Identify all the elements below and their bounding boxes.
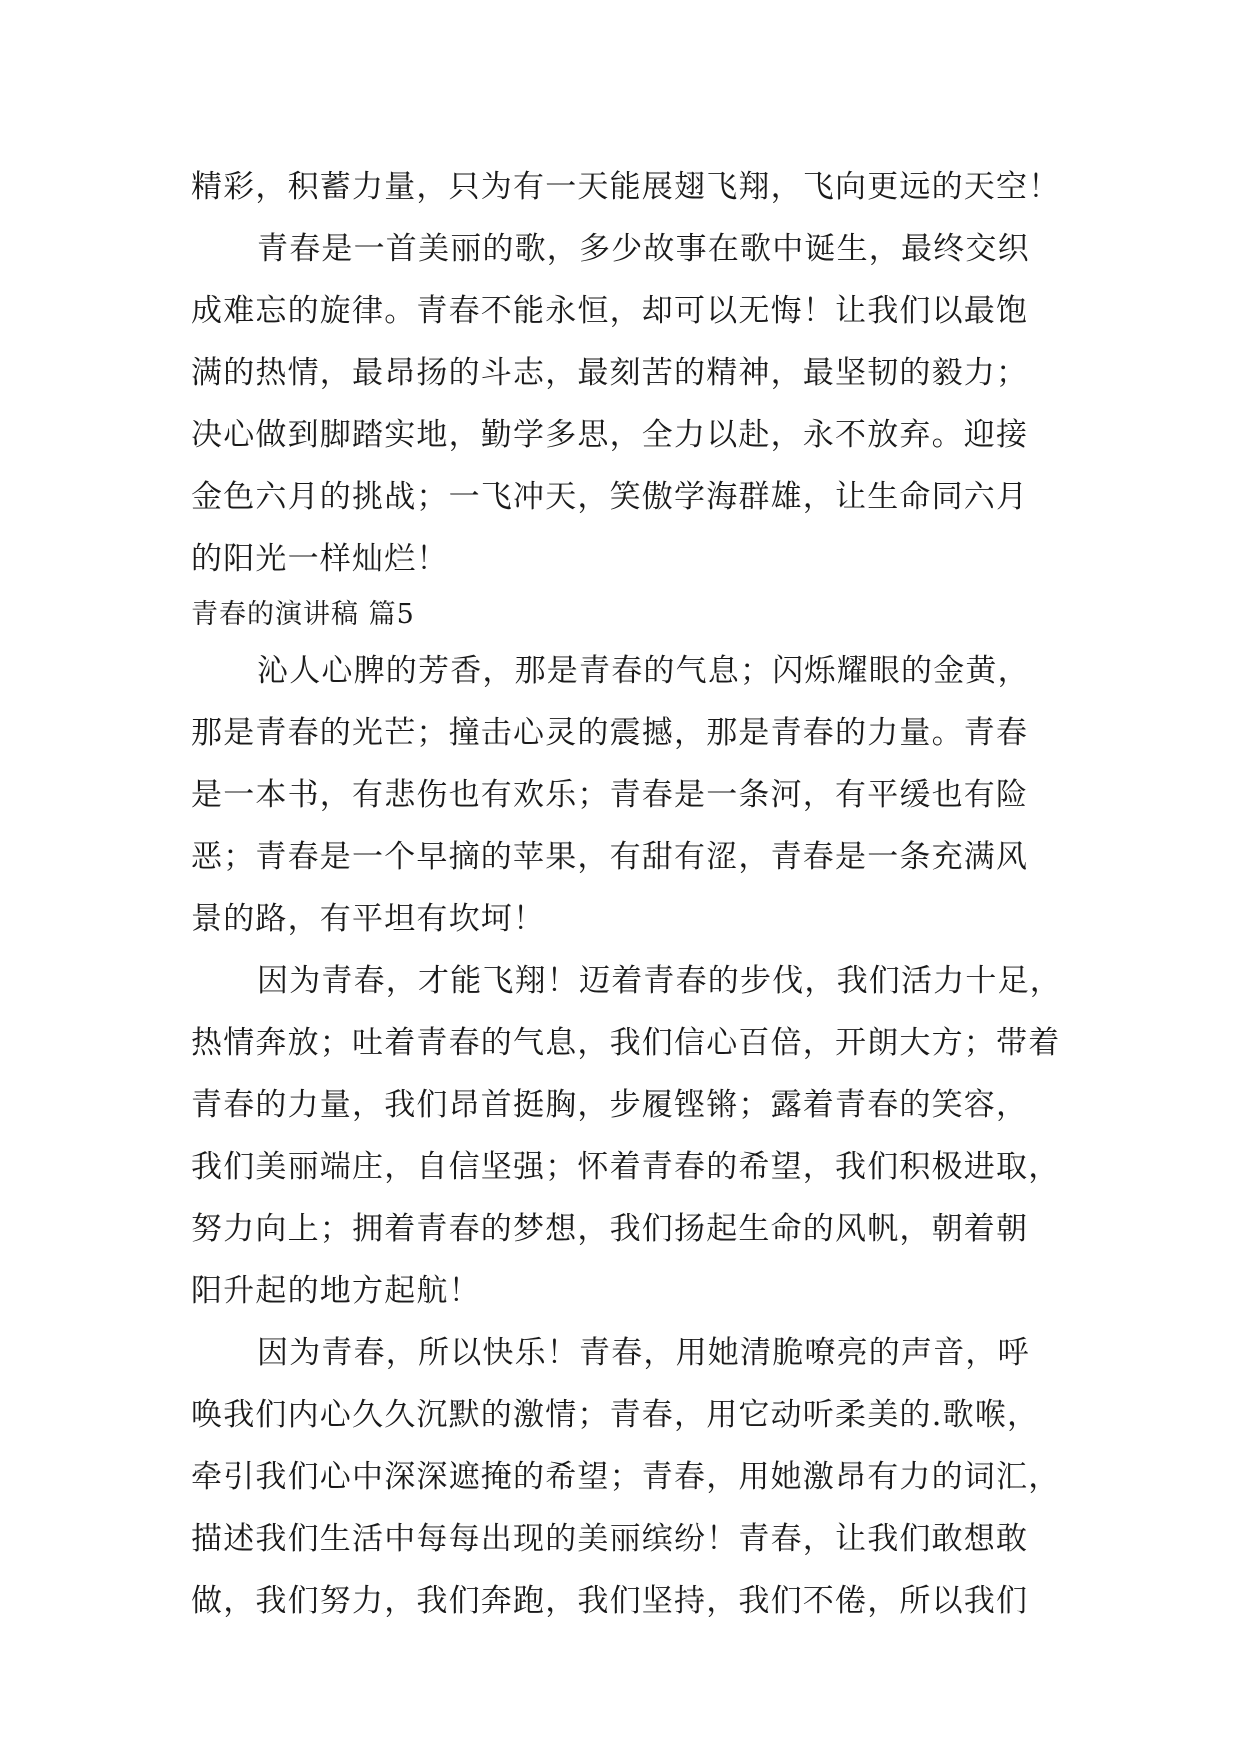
paragraph-line: 因为青春，才能飞翔！迈着青春的步伐，我们活力十足， (257, 963, 1062, 999)
paragraph-line: 决心做到脚踏实地，勤学多思，全力以赴，永不放弃。迎接 (191, 417, 1029, 453)
paragraph-line: 景的路，有平坦有坎坷！ (191, 901, 546, 937)
paragraph-line: 描述我们生活中每每出现的美丽缤纷！青春，让我们敢想敢 (191, 1521, 1029, 1557)
paragraph-line: 沁人心脾的芳香，那是青春的气息；闪烁耀眼的金黄， (257, 653, 1030, 689)
paragraph-line: 牵引我们心中深深遮掩的希望；青春，用她激昂有力的词汇， (191, 1459, 1061, 1495)
paragraph-line: 青春是一首美丽的歌，多少故事在歌中诞生，最终交织 (257, 231, 1030, 267)
paragraph-line: 阳升起的地方起航！ (191, 1273, 481, 1309)
paragraph-line: 满的热情，最昂扬的斗志，最刻苦的精神，最坚韧的毅力； (191, 355, 1029, 391)
section-heading: 青春的演讲稿 篇5 (191, 599, 415, 630)
paragraph-line: 精彩，积蓄力量，只为有一天能展翅飞翔，飞向更远的天空！ (191, 169, 1061, 205)
paragraph-line: 青春的力量，我们昂首挺胸，步履铿锵；露着青春的笑容， (191, 1087, 1029, 1123)
paragraph-line: 我们美丽端庄，自信坚强；怀着青春的希望，我们积极进取， (191, 1149, 1061, 1185)
paragraph-line: 恶；青春是一个早摘的苹果，有甜有涩，青春是一条充满风 (191, 839, 1029, 875)
paragraph-line: 努力向上；拥着青春的梦想，我们扬起生命的风帆，朝着朝 (191, 1211, 1029, 1247)
paragraph-line: 成难忘的旋律。青春不能永恒，却可以无悔！让我们以最饱 (191, 293, 1029, 329)
paragraph-line: 金色六月的挑战；一飞冲天，笑傲学海群雄，让生命同六月 (191, 479, 1029, 515)
paragraph-line: 那是青春的光芒；撞击心灵的震撼，那是青春的力量。青春 (191, 715, 1029, 751)
paragraph-line: 因为青春，所以快乐！青春，用她清脆嘹亮的声音，呼 (257, 1335, 1030, 1371)
paragraph-line: 唤我们内心久久沉默的激情；青春，用它动听柔美的.歌喉， (191, 1397, 1040, 1433)
paragraph-line: 的阳光一样灿烂！ (191, 541, 449, 577)
document-body (191, 156, 1061, 1632)
paragraph-line: 做，我们努力，我们奔跑，我们坚持，我们不倦，所以我们 (191, 1583, 1029, 1619)
paragraph-line: 是一本书，有悲伤也有欢乐；青春是一条河，有平缓也有险 (191, 777, 1029, 813)
paragraph-line: 热情奔放；吐着青春的气息，我们信心百倍，开朗大方；带着 (191, 1025, 1061, 1061)
